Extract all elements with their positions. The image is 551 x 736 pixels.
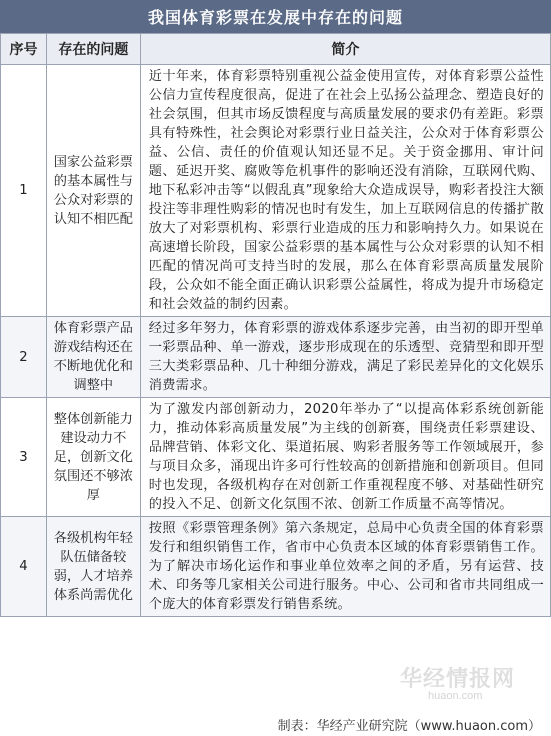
header-problem: 存在的问题	[47, 34, 141, 65]
row-index: 1	[1, 65, 47, 317]
row-problem: 国家公益彩票的基本属性与公众对彩票的认知不相匹配	[47, 65, 141, 317]
row-index: 4	[1, 517, 47, 617]
row-problem: 整体创新能力建设动力不足，创新文化氛围还不够浓厚	[47, 398, 141, 517]
watermark-url: huaon.com	[428, 690, 483, 702]
row-problem: 体育彩票产品游戏结构还在不断地优化和调整中	[47, 317, 141, 398]
row-index: 2	[1, 317, 47, 398]
table-row	[1, 65, 551, 317]
watermark-brand: 华经情报网	[400, 666, 516, 691]
problems-table	[0, 33, 551, 617]
row-index: 3	[1, 398, 47, 517]
source-footer: 制表：华经产业研究院（www.huaon.com）	[277, 718, 541, 734]
table-row	[1, 398, 551, 517]
table-row	[1, 317, 551, 398]
table-row	[1, 517, 551, 617]
row-problem: 各级机构年轻队伍储备较弱，人才培养体系尚需优化	[47, 517, 141, 617]
row-summary: 按照《彩票管理条例》第六条规定，总局中心负责全国的体育彩票发行和组织销售工作，省市中心负责本区域的体育彩票销售工作。为了解决市场化运作和事业单位效率之间的矛盾，另有运营、技术、印务等几家相关公司进行服务。中心、公司和省市共同组成一个庞大的体育彩票发行销售系统。	[141, 517, 551, 617]
table-title: 我国体育彩票在发展中存在的问题	[0, 0, 551, 33]
row-summary: 近十年来，体育彩票特别重视公益金使用宣传，对体育彩票公益性公信力宣传程度很高，促进了在社会上弘扬公益理念、塑造良好的社会氛围，但其市场反馈程度与高质量发展的要求仍有差距。彩票具有特殊性，社会舆论对彩票行业日益关注，公众对于体育彩票公益、公信、责任的价值观认知还显不足。关于资金挪用、审计问题、延迟开奖、腐败等危机事件的影响还没有消除，互联网代购、地下私彩冲击等“以假乱真”现象给大众造成误导，购彩者投注大额投注等非理性购彩的情况也时有发生，加上互联网信息的传播扩散放大了对彩票机构、彩票行业造成的压力和影响持久力。如果说在高速增长阶段，国家公益彩票的基本属性与公众对彩票的认知不相匹配的情况尚可支持当时的发展，那么在体育彩票高质量发展阶段，公众如不能全面正确认识彩票公益属性，将成为提升市场稳定和社会效益的制约因素。	[141, 65, 551, 317]
header-index: 序号	[1, 34, 47, 65]
header-summary: 简介	[141, 34, 551, 65]
row-summary: 经过多年努力，体育彩票的游戏体系逐步完善，由当初的即开型单一彩票品种、单一游戏，逐步形成现在的乐透型、竞猜型和即开型三大类彩票品种、几十种细分游戏，满足了彩民差异化的文化娱乐消费需求。	[141, 317, 551, 398]
table-header-row	[1, 34, 551, 65]
row-summary: 为了激发内部创新动力，2020年举办了“以提高体彩系统创新能力，推动体彩高质量发展”为主线的创新赛，围绕责任彩票建设、品牌营销、体彩文化、渠道拓展、购彩者服务等工作领域展开，参与项目众多，涌现出许多可行性较高的创新措施和创新项目。但同时也发现，各级机构存在对创新工作重视程度不够、对基础性研究的投入不足、创新文化氛围不浓、创新工作质量不高等情况。	[141, 398, 551, 517]
